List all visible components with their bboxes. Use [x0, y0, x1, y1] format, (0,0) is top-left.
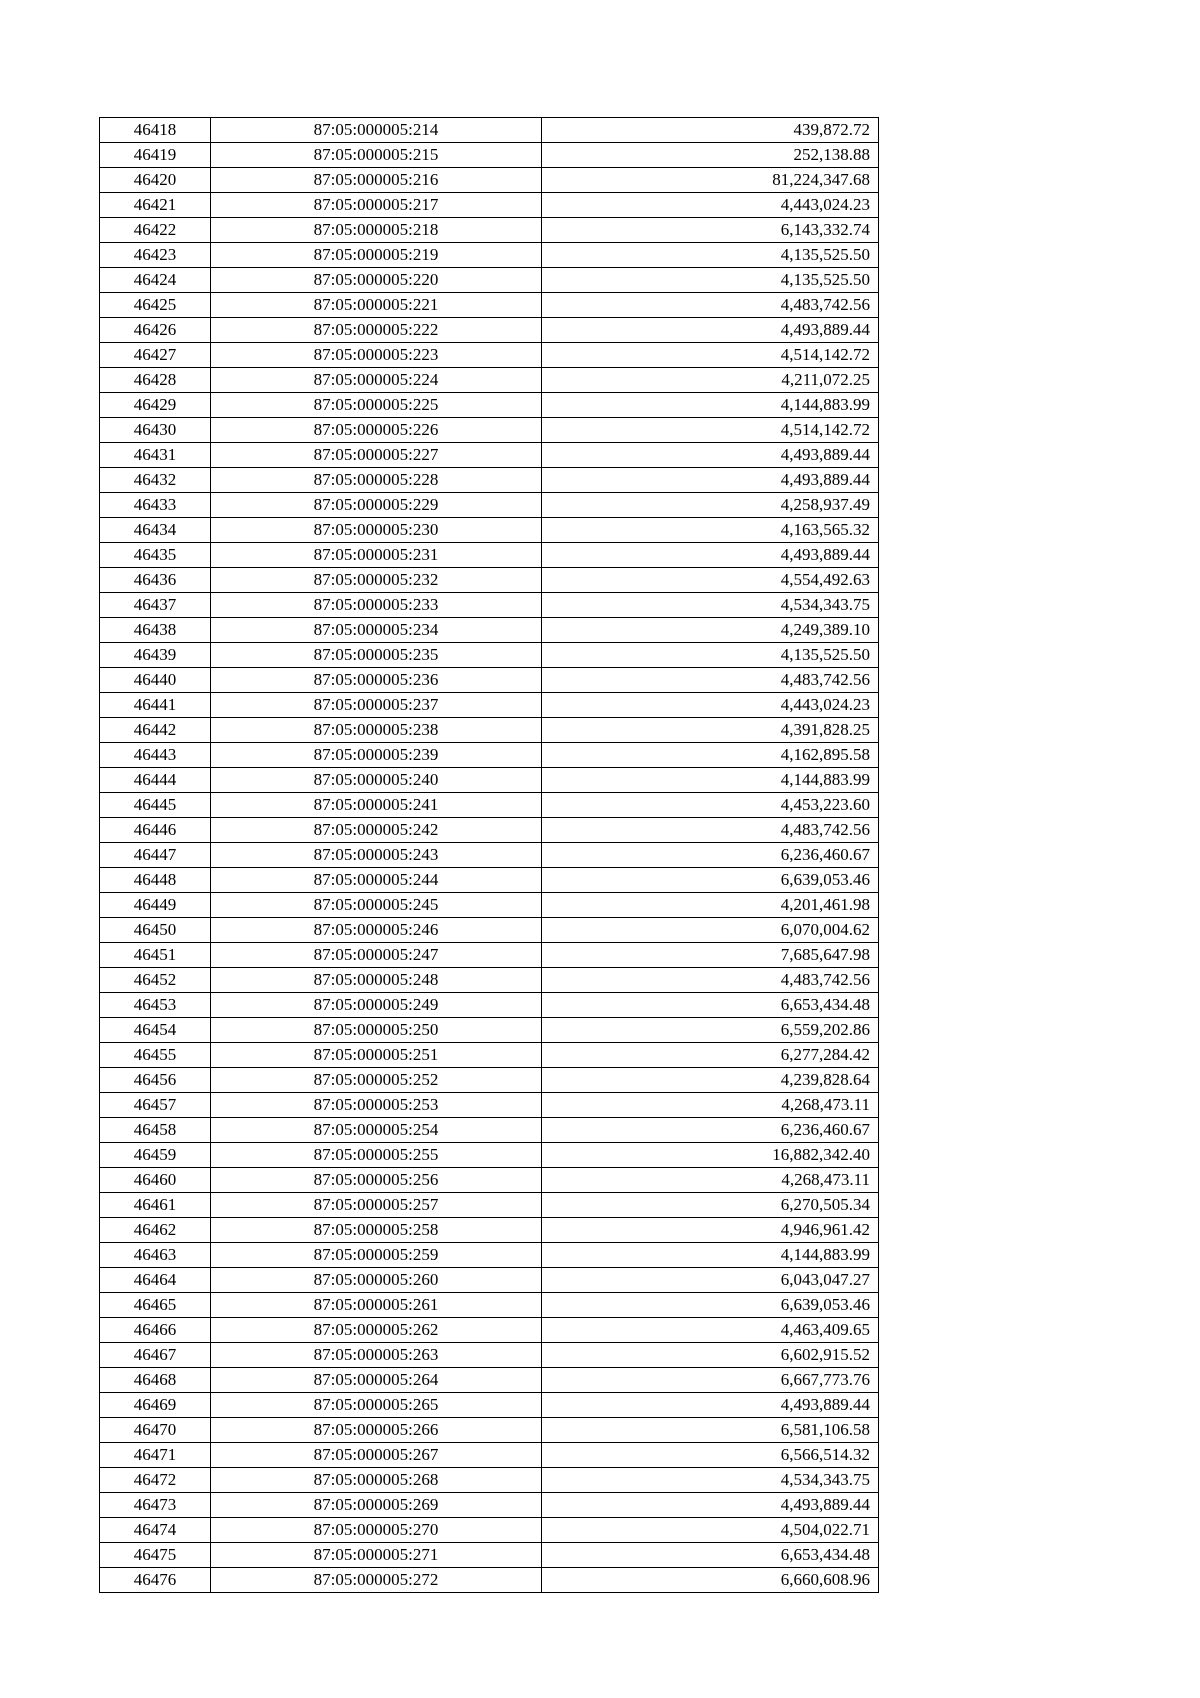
table-row: [100, 443, 879, 468]
table-row: [100, 418, 879, 443]
value-cell: 6,653,434.48: [542, 1543, 879, 1568]
value-cell: 4,514,142.72: [542, 343, 879, 368]
row-number-cell: 46459: [100, 1143, 211, 1168]
cadastral-number-cell: 87:05:000005:231: [211, 543, 542, 568]
cadastral-number-cell: 87:05:000005:217: [211, 193, 542, 218]
table-row: [100, 193, 879, 218]
cadastral-number-cell: 87:05:000005:218: [211, 218, 542, 243]
value-cell: 4,946,961.42: [542, 1218, 879, 1243]
value-cell: 4,391,828.25: [542, 718, 879, 743]
row-number-cell: 46421: [100, 193, 211, 218]
value-cell: 4,144,883.99: [542, 1243, 879, 1268]
table-row: [100, 243, 879, 268]
table-row: [100, 1093, 879, 1118]
value-cell: 4,483,742.56: [542, 293, 879, 318]
table-row: [100, 643, 879, 668]
cadastral-number-cell: 87:05:000005:215: [211, 143, 542, 168]
value-cell: 4,493,889.44: [542, 468, 879, 493]
cadastral-number-cell: 87:05:000005:225: [211, 393, 542, 418]
table-row: [100, 268, 879, 293]
table-row: [100, 1243, 879, 1268]
value-cell: 4,504,022.71: [542, 1518, 879, 1543]
table-row: [100, 1218, 879, 1243]
table-row: [100, 1143, 879, 1168]
table-row: [100, 1018, 879, 1043]
table-row: [100, 468, 879, 493]
table-row: [100, 1118, 879, 1143]
row-number-cell: 46426: [100, 318, 211, 343]
row-number-cell: 46427: [100, 343, 211, 368]
cadastral-number-cell: 87:05:000005:214: [211, 118, 542, 143]
row-number-cell: 46446: [100, 818, 211, 843]
row-number-cell: 46430: [100, 418, 211, 443]
table-row: [100, 218, 879, 243]
row-number-cell: 46462: [100, 1218, 211, 1243]
cadastral-number-cell: 87:05:000005:243: [211, 843, 542, 868]
row-number-cell: 46469: [100, 1393, 211, 1418]
row-number-cell: 46432: [100, 468, 211, 493]
cadastral-number-cell: 87:05:000005:270: [211, 1518, 542, 1543]
value-cell: 4,514,142.72: [542, 418, 879, 443]
cadastral-number-cell: 87:05:000005:242: [211, 818, 542, 843]
cadastral-number-cell: 87:05:000005:254: [211, 1118, 542, 1143]
cadastral-number-cell: 87:05:000005:238: [211, 718, 542, 743]
table-row: [100, 1268, 879, 1293]
row-number-cell: 46429: [100, 393, 211, 418]
table-row: [100, 393, 879, 418]
cadastral-number-cell: 87:05:000005:258: [211, 1218, 542, 1243]
value-cell: 6,639,053.46: [542, 1293, 879, 1318]
table-row: [100, 118, 879, 143]
value-cell: 252,138.88: [542, 143, 879, 168]
row-number-cell: 46443: [100, 743, 211, 768]
cadastral-number-cell: 87:05:000005:244: [211, 868, 542, 893]
row-number-cell: 46439: [100, 643, 211, 668]
cadastral-number-cell: 87:05:000005:251: [211, 1043, 542, 1068]
row-number-cell: 46423: [100, 243, 211, 268]
table-row: [100, 1443, 879, 1468]
row-number-cell: 46442: [100, 718, 211, 743]
cadastral-number-cell: 87:05:000005:227: [211, 443, 542, 468]
value-cell: 4,163,565.32: [542, 518, 879, 543]
row-number-cell: 46447: [100, 843, 211, 868]
cadastral-number-cell: 87:05:000005:234: [211, 618, 542, 643]
cadastral-number-cell: 87:05:000005:250: [211, 1018, 542, 1043]
table-row: [100, 1343, 879, 1368]
table-row: [100, 918, 879, 943]
table-row: [100, 293, 879, 318]
row-number-cell: 46458: [100, 1118, 211, 1143]
row-number-cell: 46475: [100, 1543, 211, 1568]
table-row: [100, 1168, 879, 1193]
cadastral-number-cell: 87:05:000005:222: [211, 318, 542, 343]
cadastral-value-table: [99, 117, 879, 1593]
table-row: [100, 843, 879, 868]
table-row: [100, 168, 879, 193]
cadastral-number-cell: 87:05:000005:272: [211, 1568, 542, 1593]
row-number-cell: 46464: [100, 1268, 211, 1293]
value-cell: 6,270,505.34: [542, 1193, 879, 1218]
cadastral-number-cell: 87:05:000005:228: [211, 468, 542, 493]
value-cell: 4,483,742.56: [542, 968, 879, 993]
value-cell: 4,493,889.44: [542, 543, 879, 568]
cadastral-number-cell: 87:05:000005:219: [211, 243, 542, 268]
value-cell: 4,534,343.75: [542, 1468, 879, 1493]
cadastral-number-cell: 87:05:000005:266: [211, 1418, 542, 1443]
value-cell: 6,236,460.67: [542, 843, 879, 868]
row-number-cell: 46463: [100, 1243, 211, 1268]
table-row: [100, 1493, 879, 1518]
row-number-cell: 46467: [100, 1343, 211, 1368]
cadastral-number-cell: 87:05:000005:265: [211, 1393, 542, 1418]
cadastral-number-cell: 87:05:000005:249: [211, 993, 542, 1018]
row-number-cell: 46454: [100, 1018, 211, 1043]
cadastral-number-cell: 87:05:000005:264: [211, 1368, 542, 1393]
value-cell: 4,534,343.75: [542, 593, 879, 618]
cadastral-number-cell: 87:05:000005:269: [211, 1493, 542, 1518]
row-number-cell: 46437: [100, 593, 211, 618]
cadastral-number-cell: 87:05:000005:263: [211, 1343, 542, 1368]
value-cell: 6,667,773.76: [542, 1368, 879, 1393]
row-number-cell: 46457: [100, 1093, 211, 1118]
value-cell: 4,493,889.44: [542, 318, 879, 343]
row-number-cell: 46465: [100, 1293, 211, 1318]
table-row: [100, 368, 879, 393]
cadastral-number-cell: 87:05:000005:221: [211, 293, 542, 318]
table-row: [100, 1193, 879, 1218]
value-cell: 6,043,047.27: [542, 1268, 879, 1293]
table-row: [100, 818, 879, 843]
cadastral-number-cell: 87:05:000005:229: [211, 493, 542, 518]
value-cell: 6,566,514.32: [542, 1443, 879, 1468]
row-number-cell: 46444: [100, 768, 211, 793]
value-cell: 4,258,937.49: [542, 493, 879, 518]
table-row: [100, 668, 879, 693]
cadastral-number-cell: 87:05:000005:257: [211, 1193, 542, 1218]
value-cell: 4,554,492.63: [542, 568, 879, 593]
cadastral-number-cell: 87:05:000005:255: [211, 1143, 542, 1168]
table-row: [100, 1568, 879, 1593]
row-number-cell: 46445: [100, 793, 211, 818]
cadastral-number-cell: 87:05:000005:237: [211, 693, 542, 718]
value-cell: 6,236,460.67: [542, 1118, 879, 1143]
value-cell: 4,443,024.23: [542, 693, 879, 718]
value-cell: 16,882,342.40: [542, 1143, 879, 1168]
table-row: [100, 1293, 879, 1318]
value-cell: 4,268,473.11: [542, 1168, 879, 1193]
row-number-cell: 46474: [100, 1518, 211, 1543]
cadastral-number-cell: 87:05:000005:223: [211, 343, 542, 368]
value-cell: 81,224,347.68: [542, 168, 879, 193]
table-row: [100, 718, 879, 743]
cadastral-number-cell: 87:05:000005:247: [211, 943, 542, 968]
cadastral-number-cell: 87:05:000005:235: [211, 643, 542, 668]
table-body: [100, 118, 879, 1593]
table-row: [100, 543, 879, 568]
cadastral-number-cell: 87:05:000005:230: [211, 518, 542, 543]
value-cell: 4,135,525.50: [542, 643, 879, 668]
table-row: [100, 493, 879, 518]
row-number-cell: 46455: [100, 1043, 211, 1068]
cadastral-number-cell: 87:05:000005:236: [211, 668, 542, 693]
table-row: [100, 618, 879, 643]
table-row: [100, 1368, 879, 1393]
value-cell: 439,872.72: [542, 118, 879, 143]
cadastral-number-cell: 87:05:000005:224: [211, 368, 542, 393]
row-number-cell: 46461: [100, 1193, 211, 1218]
row-number-cell: 46431: [100, 443, 211, 468]
cadastral-number-cell: 87:05:000005:248: [211, 968, 542, 993]
row-number-cell: 46420: [100, 168, 211, 193]
value-cell: 4,268,473.11: [542, 1093, 879, 1118]
row-number-cell: 46460: [100, 1168, 211, 1193]
value-cell: 4,463,409.65: [542, 1318, 879, 1343]
value-cell: 4,483,742.56: [542, 668, 879, 693]
table-row: [100, 968, 879, 993]
cadastral-number-cell: 87:05:000005:245: [211, 893, 542, 918]
table-row: [100, 793, 879, 818]
table-row: [100, 568, 879, 593]
cadastral-number-cell: 87:05:000005:256: [211, 1168, 542, 1193]
value-cell: 6,143,332.74: [542, 218, 879, 243]
table-row: [100, 768, 879, 793]
row-number-cell: 46440: [100, 668, 211, 693]
table-row: [100, 868, 879, 893]
row-number-cell: 46473: [100, 1493, 211, 1518]
table-row: [100, 1043, 879, 1068]
value-cell: 4,135,525.50: [542, 243, 879, 268]
cadastral-number-cell: 87:05:000005:259: [211, 1243, 542, 1268]
row-number-cell: 46418: [100, 118, 211, 143]
value-cell: 4,443,024.23: [542, 193, 879, 218]
row-number-cell: 46471: [100, 1443, 211, 1468]
table-row: [100, 343, 879, 368]
table-row: [100, 518, 879, 543]
cadastral-number-cell: 87:05:000005:246: [211, 918, 542, 943]
table-row: [100, 1068, 879, 1093]
row-number-cell: 46450: [100, 918, 211, 943]
cadastral-number-cell: 87:05:000005:261: [211, 1293, 542, 1318]
value-cell: 6,581,106.58: [542, 1418, 879, 1443]
value-cell: 6,070,004.62: [542, 918, 879, 943]
value-cell: 4,239,828.64: [542, 1068, 879, 1093]
value-cell: 4,211,072.25: [542, 368, 879, 393]
value-cell: 6,277,284.42: [542, 1043, 879, 1068]
table-row: [100, 893, 879, 918]
row-number-cell: 46434: [100, 518, 211, 543]
cadastral-number-cell: 87:05:000005:240: [211, 768, 542, 793]
cadastral-number-cell: 87:05:000005:232: [211, 568, 542, 593]
table-row: [100, 143, 879, 168]
table-row: [100, 693, 879, 718]
value-cell: 7,685,647.98: [542, 943, 879, 968]
row-number-cell: 46428: [100, 368, 211, 393]
cadastral-number-cell: 87:05:000005:220: [211, 268, 542, 293]
value-cell: 4,135,525.50: [542, 268, 879, 293]
value-cell: 4,493,889.44: [542, 1393, 879, 1418]
table-row: [100, 1543, 879, 1568]
row-number-cell: 46449: [100, 893, 211, 918]
row-number-cell: 46435: [100, 543, 211, 568]
table-row: [100, 943, 879, 968]
value-cell: 4,493,889.44: [542, 443, 879, 468]
row-number-cell: 46441: [100, 693, 211, 718]
cadastral-number-cell: 87:05:000005:268: [211, 1468, 542, 1493]
cadastral-number-cell: 87:05:000005:271: [211, 1543, 542, 1568]
value-cell: 4,144,883.99: [542, 768, 879, 793]
table-row: [100, 993, 879, 1018]
row-number-cell: 46433: [100, 493, 211, 518]
cadastral-number-cell: 87:05:000005:262: [211, 1318, 542, 1343]
row-number-cell: 46419: [100, 143, 211, 168]
table-row: [100, 1393, 879, 1418]
value-cell: 4,144,883.99: [542, 393, 879, 418]
value-cell: 4,249,389.10: [542, 618, 879, 643]
value-cell: 6,639,053.46: [542, 868, 879, 893]
cadastral-number-cell: 87:05:000005:252: [211, 1068, 542, 1093]
row-number-cell: 46422: [100, 218, 211, 243]
value-cell: 4,162,895.58: [542, 743, 879, 768]
row-number-cell: 46452: [100, 968, 211, 993]
row-number-cell: 46424: [100, 268, 211, 293]
cadastral-number-cell: 87:05:000005:253: [211, 1093, 542, 1118]
row-number-cell: 46476: [100, 1568, 211, 1593]
row-number-cell: 46451: [100, 943, 211, 968]
cadastral-number-cell: 87:05:000005:233: [211, 593, 542, 618]
cadastral-number-cell: 87:05:000005:239: [211, 743, 542, 768]
row-number-cell: 46466: [100, 1318, 211, 1343]
cadastral-number-cell: 87:05:000005:260: [211, 1268, 542, 1293]
table-row: [100, 1318, 879, 1343]
table-row: [100, 743, 879, 768]
row-number-cell: 46468: [100, 1368, 211, 1393]
value-cell: 4,493,889.44: [542, 1493, 879, 1518]
value-cell: 4,453,223.60: [542, 793, 879, 818]
cadastral-number-cell: 87:05:000005:267: [211, 1443, 542, 1468]
table-row: [100, 1418, 879, 1443]
cadastral-number-cell: 87:05:000005:226: [211, 418, 542, 443]
value-cell: 4,201,461.98: [542, 893, 879, 918]
row-number-cell: 46453: [100, 993, 211, 1018]
value-cell: 4,483,742.56: [542, 818, 879, 843]
value-cell: 6,559,202.86: [542, 1018, 879, 1043]
row-number-cell: 46436: [100, 568, 211, 593]
row-number-cell: 46448: [100, 868, 211, 893]
row-number-cell: 46425: [100, 293, 211, 318]
table-row: [100, 1518, 879, 1543]
table-row: [100, 1468, 879, 1493]
table-row: [100, 318, 879, 343]
row-number-cell: 46472: [100, 1468, 211, 1493]
value-cell: 6,660,608.96: [542, 1568, 879, 1593]
cadastral-number-cell: 87:05:000005:241: [211, 793, 542, 818]
row-number-cell: 46456: [100, 1068, 211, 1093]
value-cell: 6,602,915.52: [542, 1343, 879, 1368]
value-cell: 6,653,434.48: [542, 993, 879, 1018]
table-row: [100, 593, 879, 618]
cadastral-number-cell: 87:05:000005:216: [211, 168, 542, 193]
row-number-cell: 46470: [100, 1418, 211, 1443]
row-number-cell: 46438: [100, 618, 211, 643]
